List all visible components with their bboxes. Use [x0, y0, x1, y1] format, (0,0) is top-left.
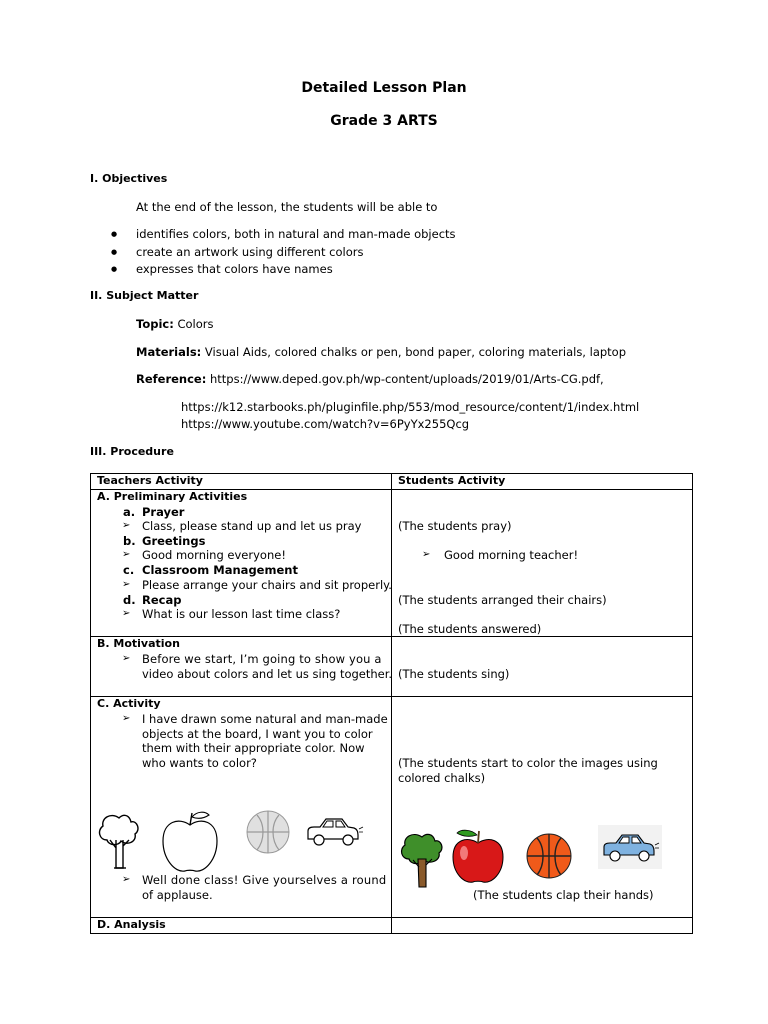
table-row: [91, 918, 693, 934]
recap-marker: d.: [123, 593, 136, 607]
prayer-marker: a.: [123, 505, 136, 519]
activity-line-4: who wants to color?: [142, 756, 257, 770]
objectives-list: [108, 226, 456, 279]
table-row: [91, 697, 693, 918]
table-header-row: [91, 474, 693, 490]
basketball-colored-drawing: [524, 833, 574, 879]
apple-outline-drawing: [159, 809, 221, 875]
activity-line-3: them with their appropriate color. Now: [142, 741, 365, 755]
arrow-bullet-icon: ➢: [122, 549, 131, 560]
recap-heading: Recap: [142, 593, 182, 607]
students-greet: Good morning teacher!: [444, 548, 579, 562]
materials-value: Visual Aids, colored chalks or pen, bond paper, coloring materials, laptop: [204, 345, 627, 359]
students-color-line-1: (The students start to color the images using: [398, 756, 658, 770]
activity-line-1: I have drawn some natural and man-made: [142, 712, 388, 726]
students-color-line-2: colored chalks): [398, 771, 486, 785]
activity-line-2: objects at the board, I want you to color: [142, 727, 373, 741]
arrow-bullet-icon: ➢: [122, 608, 131, 619]
prayer-heading: Prayer: [142, 505, 185, 519]
tree-colored-drawing: [399, 831, 445, 889]
reference-row: [136, 372, 604, 386]
car-colored-drawing: [598, 825, 662, 869]
students-answered: (The students answered): [398, 622, 542, 636]
page-title: Detailed Lesson Plan: [301, 80, 467, 96]
recap-line: What is our lesson last time class?: [142, 607, 341, 621]
classroom-heading: Classroom Management: [142, 563, 298, 577]
greetings-heading: Greetings: [142, 534, 206, 548]
objectives-intro: At the end of the lesson, the students will be able to: [136, 200, 438, 214]
section-b-title: B. Motivation: [97, 637, 180, 650]
section-d-title: D. Analysis: [97, 918, 166, 931]
objective-item: ● identifies colors, both in natural and man-made objects: [108, 226, 456, 244]
ball-outline-drawing: [243, 810, 293, 854]
classroom-marker: c.: [123, 563, 135, 577]
arrow-bullet-icon: ➢: [122, 874, 131, 885]
arrow-bullet-icon: ➢: [122, 520, 131, 531]
topic-row: [136, 317, 214, 331]
objective-item: ● create an artwork using different colors: [108, 244, 456, 262]
reference-link[interactable]: https://www.deped.gov.ph/wp-content/uploads/2019/01/Arts-CG.pdf,: [210, 372, 604, 386]
section-a-title: A. Preliminary Activities: [97, 490, 248, 503]
motivation-line-2: video about colors and let us sing together.: [142, 667, 393, 681]
table-row: [91, 637, 693, 697]
objective-item: ● expresses that colors have names: [108, 261, 456, 279]
arrow-bullet-icon: ➢: [122, 713, 131, 724]
student-column-header: Students Activity: [398, 474, 506, 487]
reference-link-3[interactable]: https://www.youtube.com/watch?v=6PyYx255Qcg: [181, 417, 470, 431]
apple-colored-drawing: [449, 827, 507, 885]
section-c-title: C. Activity: [97, 697, 161, 710]
classroom-line: Please arrange your chairs and sit properly.: [142, 578, 392, 592]
car-outline-drawing: [304, 815, 364, 849]
motivation-line-1: Before we start, I’m going to show you a: [142, 652, 382, 666]
table-row: [91, 490, 693, 637]
students-clap: (The students clap their hands): [473, 888, 654, 902]
greetings-line: Good morning everyone!: [142, 548, 286, 562]
subject-matter-heading: II. Subject Matter: [90, 289, 199, 302]
materials-label: Materials:: [136, 345, 202, 359]
topic-value: Colors: [177, 317, 214, 331]
procedure-table: [90, 473, 693, 934]
prayer-line: Class, please stand up and let us pray: [142, 519, 362, 533]
objectives-heading: I. Objectives: [90, 172, 168, 185]
reference-link-2[interactable]: https://k12.starbooks.ph/pluginfile.php/553/mod_resource/content/1/index.html: [181, 400, 640, 414]
page-subtitle: Grade 3 ARTS: [330, 113, 438, 129]
students-pray: (The students pray): [398, 519, 512, 533]
activity-line-5: Well done class! Give yourselves a round: [142, 873, 387, 887]
arrow-bullet-icon: ➢: [122, 653, 131, 664]
students-chairs: (The students arranged their chairs): [398, 593, 607, 607]
arrow-bullet-icon: ➢: [122, 579, 131, 590]
materials-row: [136, 345, 626, 359]
greetings-marker: b.: [123, 534, 136, 548]
topic-label: Topic:: [136, 317, 174, 331]
activity-line-6: of applause.: [142, 888, 213, 902]
teacher-column-header: Teachers Activity: [97, 474, 203, 487]
tree-outline-drawing: [97, 810, 141, 870]
arrow-bullet-icon: ➢: [422, 549, 431, 560]
procedure-heading: III. Procedure: [90, 445, 174, 458]
students-sing: (The students sing): [398, 667, 510, 681]
reference-label: Reference:: [136, 372, 207, 386]
